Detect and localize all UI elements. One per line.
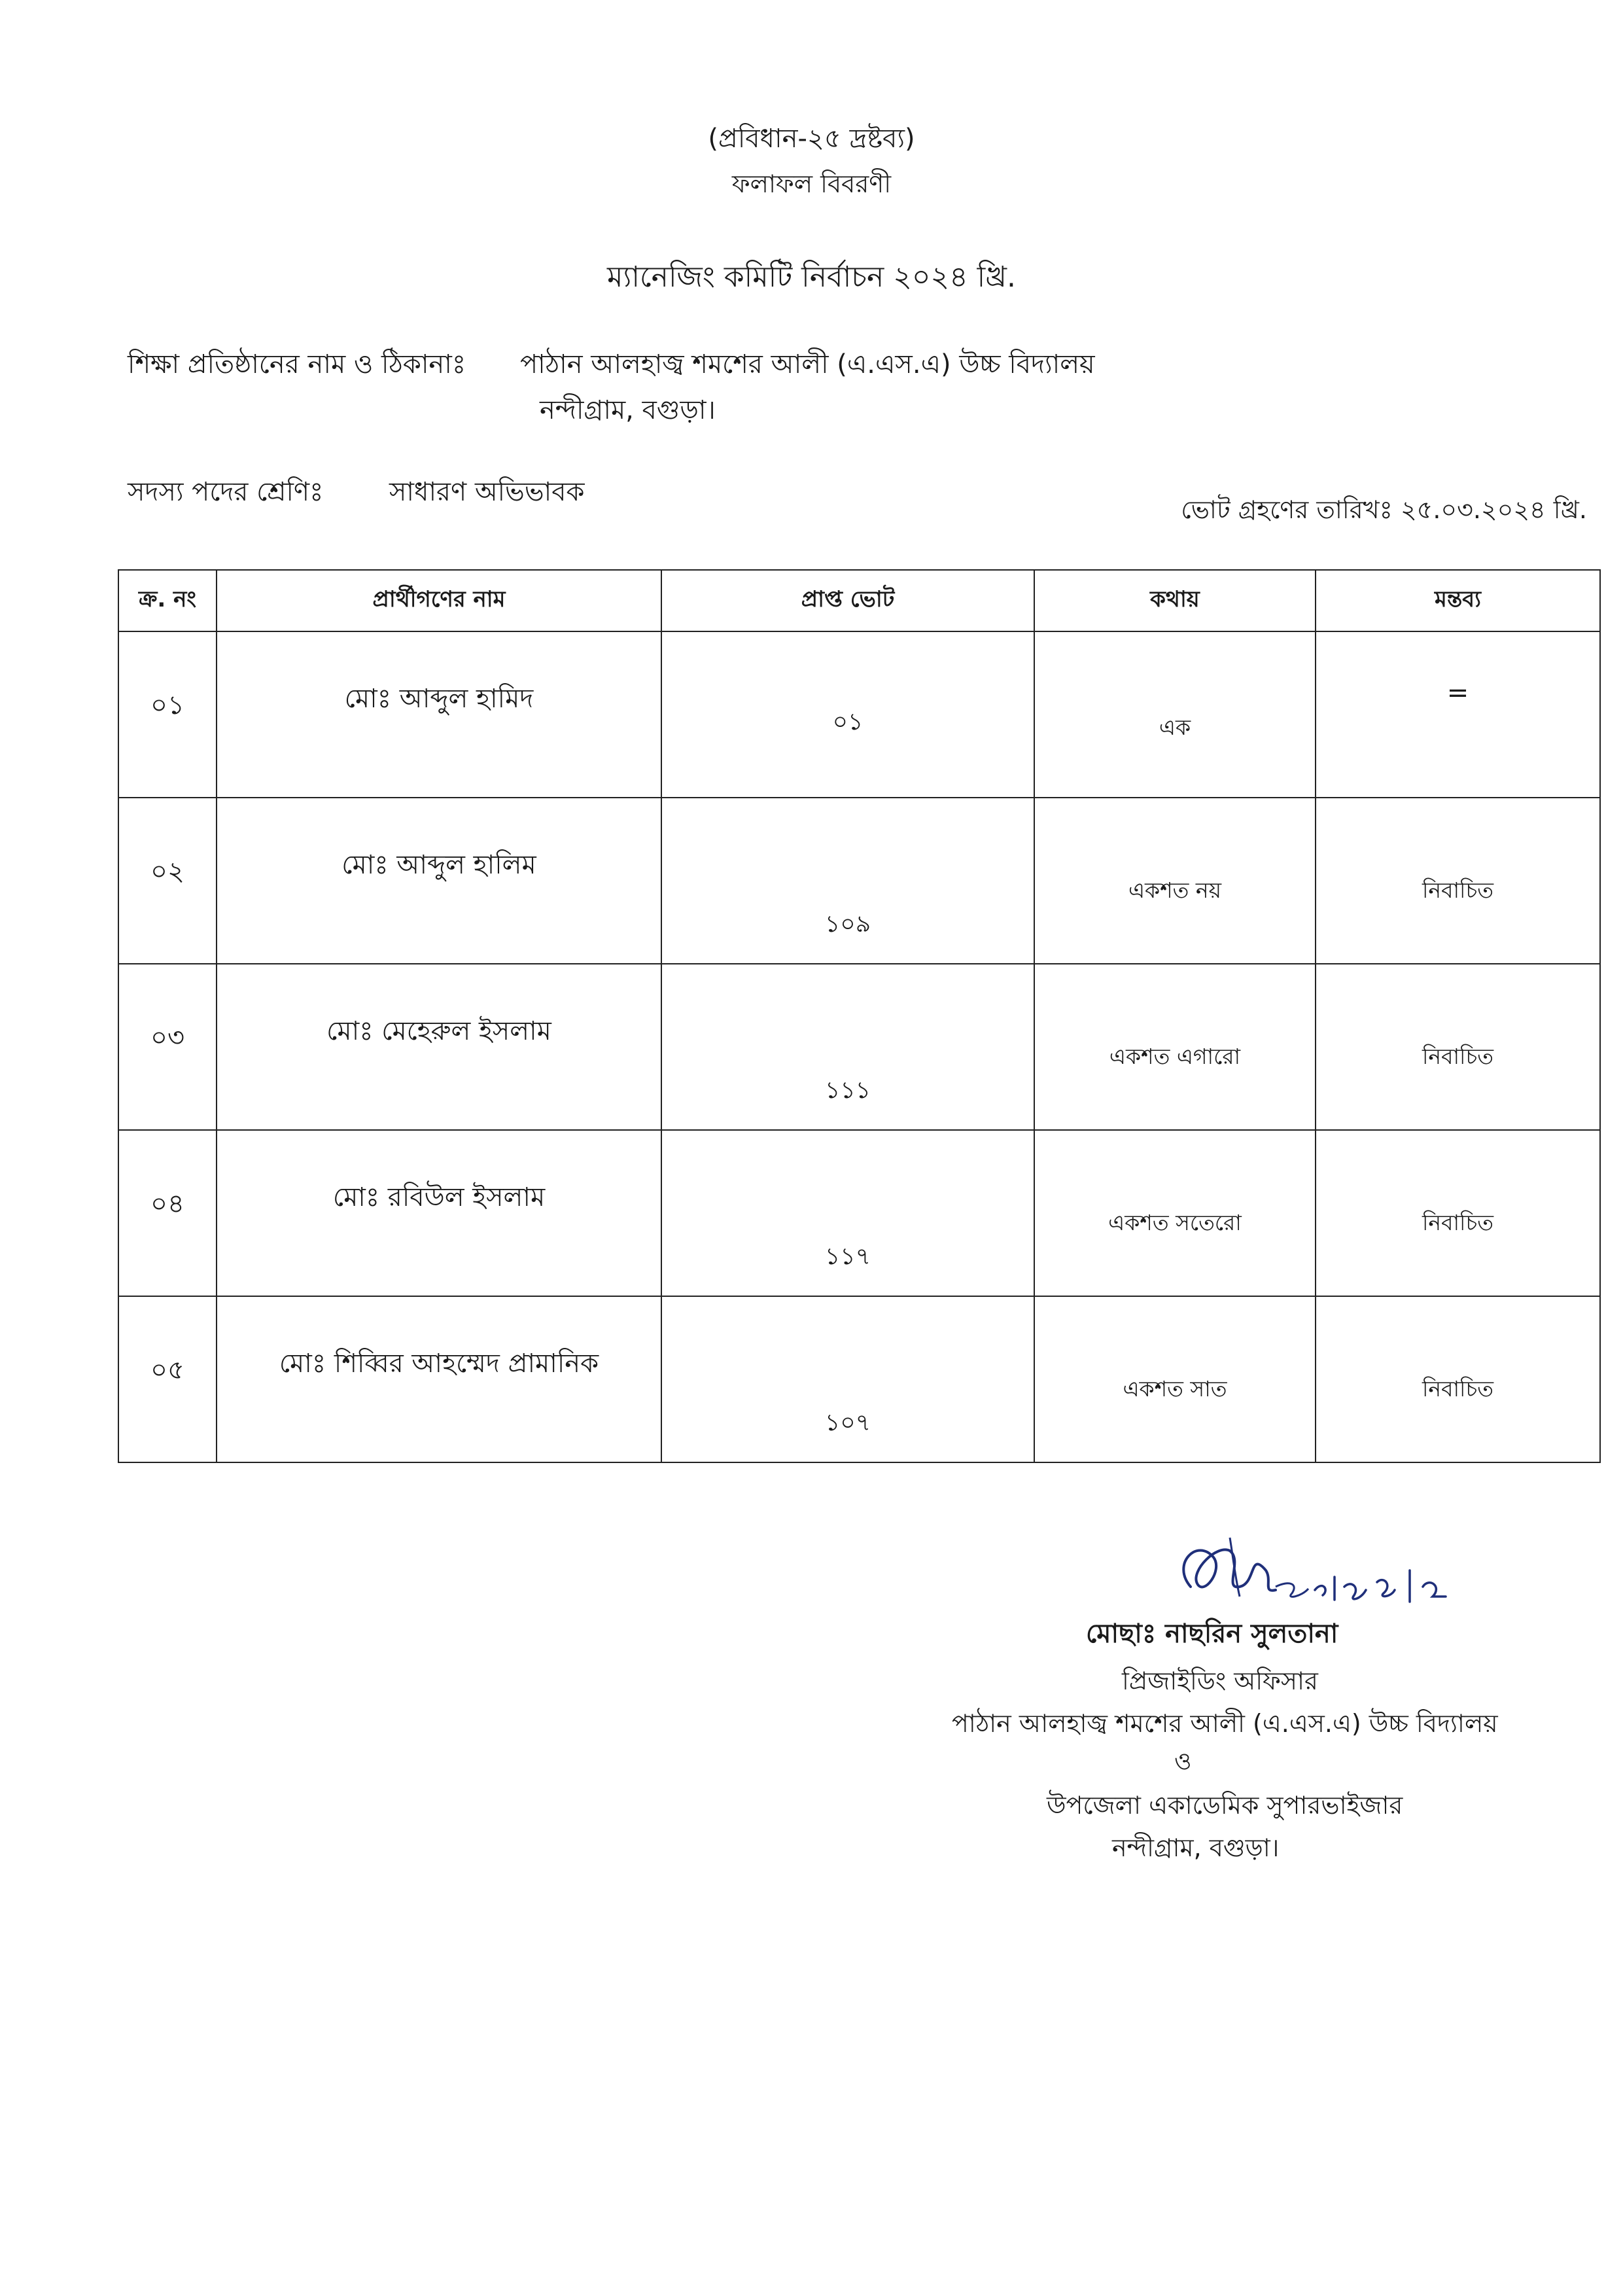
serial-cell: ০২ [118,798,217,964]
votes-cell: ১১১ [661,964,1034,1130]
votes-words-cell: একশত নয় [1034,798,1316,964]
table-row [118,1130,1600,1296]
table-row [118,631,1600,798]
rule-reference: (প্রবিধান-২৫ দ্রষ্টব্য) [708,124,915,154]
header-remarks: মন্তব্য [1316,570,1600,631]
header-votes: প্রাপ্ত ভোট [661,570,1034,631]
votes-cell: ১০৭ [661,1296,1034,1462]
vote-date: ভোট গ্রহণের তারিখঃ ২৫.০৩.২০২৪ খ্রি. [1181,495,1587,524]
candidate-name-cell: মোঃ রবিউল ইসলাম [217,1130,661,1296]
candidate-name-cell: মোঃ মেহেরুল ইসলাম [217,964,661,1130]
remark-cell: নিবাচিত [1316,1296,1600,1462]
officer-address: নন্দীগ্রাম, বগুড়া। [1112,1833,1280,1862]
votes-words-cell: একশত এগারো [1034,964,1316,1130]
results-table [118,569,1601,1463]
institution-label: শিক্ষা প্রতিষ্ঠানের নাম ও ঠিকানাঃ [128,349,466,380]
remark-cell: নিবাচিত [1316,798,1600,964]
votes-cell: ১১৭ [661,1130,1034,1296]
votes-words-cell: একশত সতেরো [1034,1130,1316,1296]
header-candidate-name: প্রার্থীগণের নাম [217,570,661,631]
institution-name: পাঠান আলহাজ্ব শমশের আলী (এ.এস.এ) উচ্চ বিদ্যালয় [520,349,1095,380]
serial-cell: ০১ [118,631,217,798]
officer-role-secondary: উপজেলা একাডেমিক সুপারভাইজার [1047,1791,1403,1820]
table-row [118,1296,1600,1462]
header-votes-in-words: কথায় [1034,570,1316,631]
serial-cell: ০৫ [118,1296,217,1462]
officer-name: মোছাঃ নাছরিন সুলতানা [1086,1619,1338,1649]
serial-cell: ০৩ [118,964,217,1130]
remark-cell: = [1316,631,1600,798]
member-category-value: সাধারণ অভিভাবক [389,477,585,507]
conjunction-text: ও [1174,1748,1192,1775]
header-serial: ক্র. নং [118,570,217,631]
votes-words-cell: একশত সাত [1034,1296,1316,1462]
votes-cell: ১০৯ [661,798,1034,964]
candidate-name-cell: মোঃ শিব্বির আহম্মেদ প্রামানিক [217,1296,661,1462]
member-category-label: সদস্য পদের শ্রেণিঃ [128,477,324,507]
table-row [118,964,1600,1130]
candidate-name-cell: মোঃ আব্দুল হালিম [217,798,661,964]
document-title: ম্যানেজিং কমিটি নির্বাচন ২০২৪ খ্রি. [607,260,1016,294]
table-header-row [118,570,1600,631]
document-subtitle: ফলাফল বিবরণী [731,169,892,198]
remark-cell: নিবাচিত [1316,964,1600,1130]
votes-words-cell: এক [1034,631,1316,798]
serial-cell: ০৪ [118,1130,217,1296]
votes-cell: ০১ [661,631,1034,798]
officer-role: প্রিজাইডিং অফিসার [1122,1667,1318,1695]
remark-cell: নিবাচিত [1316,1130,1600,1296]
officer-institution: পাঠান আলহাজ্ব শমশের আলী (এ.এস.এ) উচ্চ বিদ্যালয় [952,1709,1498,1738]
institution-address: নন্দীগ্রাম, বগুড়া। [540,395,716,425]
handwritten-signature [1151,1525,1492,1623]
candidate-name-cell: মোঃ আব্দুল হামিদ [217,631,661,798]
table-row [118,798,1600,964]
